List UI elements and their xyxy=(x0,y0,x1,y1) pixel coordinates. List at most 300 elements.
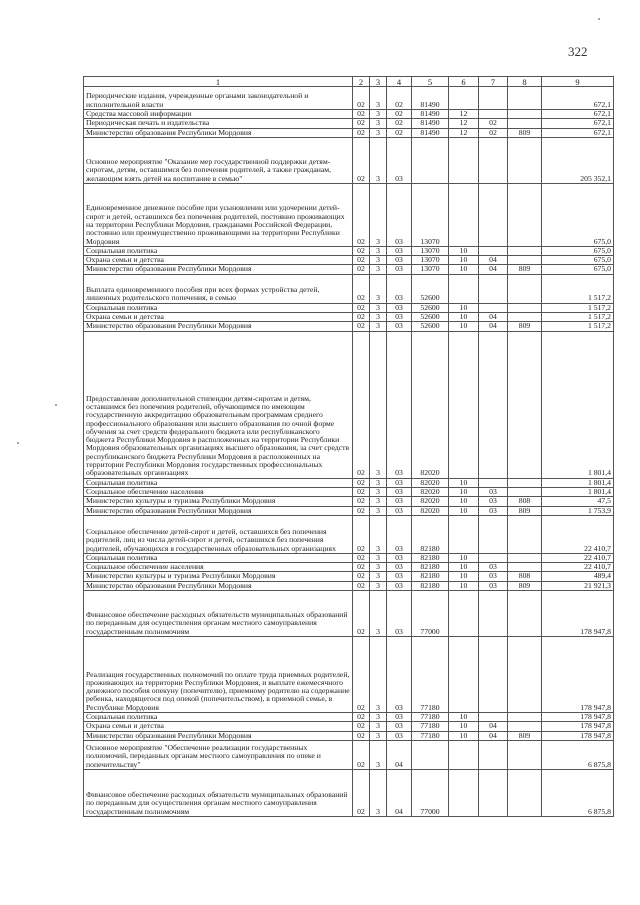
row-code: 10 xyxy=(449,722,479,731)
row-code: 04 xyxy=(387,769,412,816)
row-code: 02 xyxy=(387,87,412,110)
page-number: 322 xyxy=(568,44,588,59)
row-code xyxy=(508,487,542,496)
row-name: Социальная политика xyxy=(84,246,353,255)
row-amount: 1 517,2 xyxy=(542,274,614,303)
row-code xyxy=(449,137,479,183)
row-code xyxy=(449,331,479,478)
row-code: 02 xyxy=(353,246,370,255)
row-code: 03 xyxy=(387,553,412,562)
row-name: Охрана семьи и детства xyxy=(84,313,353,322)
row-code: 3 xyxy=(370,506,387,515)
column-header: 7 xyxy=(479,77,508,87)
row-code: 03 xyxy=(387,246,412,255)
row-code: 03 xyxy=(387,713,412,722)
row-code: 04 xyxy=(479,313,508,322)
row-amount: 178 947,8 xyxy=(542,731,614,740)
row-code: 3 xyxy=(370,183,387,246)
row-name: Социальное обеспечение населения xyxy=(84,563,353,572)
row-code xyxy=(508,331,542,478)
row-code: 02 xyxy=(353,487,370,496)
row-code: 02 xyxy=(353,637,370,713)
row-code: 10 xyxy=(449,572,479,581)
row-amount: 672,1 xyxy=(542,87,614,110)
column-header: 6 xyxy=(449,77,479,87)
row-code: 02 xyxy=(353,722,370,731)
table-row xyxy=(84,563,614,572)
row-code: 03 xyxy=(387,137,412,183)
row-code xyxy=(449,183,479,246)
row-code: 3 xyxy=(370,322,387,331)
row-code: 3 xyxy=(370,563,387,572)
row-code: 3 xyxy=(370,313,387,322)
row-code: 02 xyxy=(353,183,370,246)
row-code: 02 xyxy=(353,731,370,740)
row-code: 02 xyxy=(353,553,370,562)
column-header: 5 xyxy=(412,77,449,87)
row-code xyxy=(508,769,542,816)
row-name: Министерство образования Республики Мордовия xyxy=(84,581,353,590)
row-code: 12 xyxy=(449,128,479,137)
row-code: 13070 xyxy=(412,183,449,246)
row-code: 04 xyxy=(479,265,508,274)
row-code: 10 xyxy=(449,563,479,572)
row-code: 02 xyxy=(353,256,370,265)
row-code xyxy=(479,137,508,183)
row-code: 77000 xyxy=(412,769,449,816)
row-code: 809 xyxy=(508,265,542,274)
row-code: 809 xyxy=(508,322,542,331)
row-code: 10 xyxy=(449,581,479,590)
table-row xyxy=(84,581,614,590)
row-code: 808 xyxy=(508,497,542,506)
row-code: 808 xyxy=(508,572,542,581)
table-row xyxy=(84,128,614,137)
row-code xyxy=(508,119,542,128)
row-name: Финансовое обеспечение расходных обязательств муниципальных образований по переданным для осуществления органам местного самоуправления государственным полномочиям xyxy=(84,591,353,637)
row-code xyxy=(449,515,479,553)
row-code: 02 xyxy=(353,303,370,312)
table-row xyxy=(84,256,614,265)
row-code: 10 xyxy=(449,713,479,722)
row-code: 809 xyxy=(508,506,542,515)
table-row xyxy=(84,572,614,581)
row-code xyxy=(479,110,508,119)
row-code xyxy=(449,769,479,816)
row-amount: 1 517,2 xyxy=(542,313,614,322)
row-amount: 1 517,2 xyxy=(542,303,614,312)
row-code: 13070 xyxy=(412,256,449,265)
scan-speck xyxy=(598,18,600,20)
row-code: 02 xyxy=(387,128,412,137)
table-header-row xyxy=(84,77,614,87)
row-code: 03 xyxy=(479,563,508,572)
row-name: Основное мероприятие "Оказание мер государственной поддержки детям-сиротам, детям, оставшимся без попечения родителей, а также гражданам, желающим взять детей на воспитание в семью" xyxy=(84,137,353,183)
row-code: 3 xyxy=(370,713,387,722)
row-code xyxy=(508,256,542,265)
row-code: 04 xyxy=(479,256,508,265)
row-code: 10 xyxy=(449,506,479,515)
row-code: 10 xyxy=(449,322,479,331)
row-code: 81490 xyxy=(412,110,449,119)
row-code: 02 xyxy=(353,563,370,572)
row-code: 3 xyxy=(370,119,387,128)
row-code: 10 xyxy=(449,246,479,255)
row-code xyxy=(479,331,508,478)
row-code: 02 xyxy=(353,769,370,816)
table-row xyxy=(84,553,614,562)
row-name: Предоставление дополнительной стипендии детям-сиротам и детям, оставшимся без попечения родителей, обучающимся по имеющим государственную аккредитацию образовательным программам среднего профессионального образования или высшего образования по очной форме обучения за счет средств федерального бюджета или республиканского бюджета Республики Мордовия в расположенных на территории Республики Мордовия образовательных организациях высшего образования, за счет средств республиканского бюджета Республики Мордовия в расположенных на территории Республики Мордовия государственных профессиональных образовательных организациях xyxy=(84,331,353,478)
row-code xyxy=(508,722,542,731)
row-code xyxy=(449,87,479,110)
row-code xyxy=(479,246,508,255)
row-code: 03 xyxy=(387,731,412,740)
row-code: 02 xyxy=(353,119,370,128)
scan-speck xyxy=(55,404,57,406)
row-amount: 1 753,9 xyxy=(542,506,614,515)
row-code xyxy=(508,246,542,255)
row-code: 10 xyxy=(449,256,479,265)
row-amount: 672,1 xyxy=(542,128,614,137)
row-code: 02 xyxy=(353,740,370,769)
row-code: 02 xyxy=(353,137,370,183)
row-code: 10 xyxy=(449,313,479,322)
table-row xyxy=(84,731,614,740)
row-code: 3 xyxy=(370,722,387,731)
row-code: 3 xyxy=(370,731,387,740)
row-amount: 6 875,8 xyxy=(542,740,614,769)
row-amount: 178 947,8 xyxy=(542,637,614,713)
column-header: 3 xyxy=(370,77,387,87)
row-amount: 1 801,4 xyxy=(542,487,614,496)
table-row xyxy=(84,322,614,331)
row-code xyxy=(479,515,508,553)
row-code xyxy=(412,740,449,769)
row-code: 82020 xyxy=(412,331,449,478)
row-code: 03 xyxy=(387,183,412,246)
row-amount: 675,0 xyxy=(542,256,614,265)
column-header: 4 xyxy=(387,77,412,87)
row-code xyxy=(508,553,542,562)
row-amount: 675,0 xyxy=(542,246,614,255)
row-amount: 22 410,7 xyxy=(542,553,614,562)
row-code: 52600 xyxy=(412,313,449,322)
row-name: Министерство образования Республики Мордовия xyxy=(84,265,353,274)
row-code: 82180 xyxy=(412,515,449,553)
row-code: 77180 xyxy=(412,713,449,722)
row-code xyxy=(508,478,542,487)
row-name: Основное мероприятие "Обеспечение реализации государственных полномочий, переданных органам местного самоуправления по опеке и попечительству" xyxy=(84,740,353,769)
row-code: 03 xyxy=(387,265,412,274)
table-row xyxy=(84,246,614,255)
row-amount: 178 947,8 xyxy=(542,713,614,722)
row-code xyxy=(479,183,508,246)
row-code: 52600 xyxy=(412,303,449,312)
row-name: Финансовое обеспечение расходных обязательств муниципальных образований по переданным для осуществления органам местного самоуправления государственным полномочиям xyxy=(84,769,353,816)
row-code: 3 xyxy=(370,137,387,183)
row-code: 809 xyxy=(508,581,542,590)
row-amount: 47,5 xyxy=(542,497,614,506)
scan-speck xyxy=(17,442,19,444)
row-name: Единовременное денежное пособие при усыновлении или удочерении детей-сирот и детей, оставшихся без попечения родителей, постоянно проживающих на территории Республики Мордовия, гражданами Российской Федерации, постоянно или преимущественно проживающими на территории Республики Мордовия xyxy=(84,183,353,246)
row-name: Социальное обеспечение населения xyxy=(84,487,353,496)
row-code xyxy=(479,274,508,303)
row-code: 12 xyxy=(449,119,479,128)
table-row xyxy=(84,119,614,128)
row-code xyxy=(479,553,508,562)
row-name: Министерство образования Республики Мордовия xyxy=(84,506,353,515)
row-code: 02 xyxy=(353,331,370,478)
row-code: 3 xyxy=(370,740,387,769)
row-code: 02 xyxy=(353,313,370,322)
row-code: 02 xyxy=(353,591,370,637)
row-name: Министерство образования Республики Мордовия xyxy=(84,322,353,331)
row-code: 03 xyxy=(387,572,412,581)
row-amount: 1 517,2 xyxy=(542,322,614,331)
row-code: 03 xyxy=(479,497,508,506)
row-code: 02 xyxy=(353,322,370,331)
table-row xyxy=(84,713,614,722)
row-name: Социальная политика xyxy=(84,713,353,722)
table-row xyxy=(84,497,614,506)
row-code: 82180 xyxy=(412,572,449,581)
row-code: 02 xyxy=(353,506,370,515)
row-code: 02 xyxy=(353,572,370,581)
row-code: 77180 xyxy=(412,731,449,740)
table-row xyxy=(84,487,614,496)
row-name: Периодические издания, учрежденные органами законодательной и исполнительной власти xyxy=(84,87,353,110)
row-code xyxy=(449,591,479,637)
row-code: 03 xyxy=(387,303,412,312)
row-code xyxy=(508,563,542,572)
table-row xyxy=(84,637,614,713)
row-name: Средства массовой информации xyxy=(84,110,353,119)
row-amount: 6 875,8 xyxy=(542,769,614,816)
table-row xyxy=(84,506,614,515)
row-code: 02 xyxy=(479,119,508,128)
row-code xyxy=(508,274,542,303)
row-name: Выплата единовременного пособия при всех формах устройства детей, лишенных родительского попечения, в семью xyxy=(84,274,353,303)
row-code xyxy=(449,274,479,303)
row-code: 03 xyxy=(479,506,508,515)
row-code xyxy=(479,87,508,110)
row-code: 10 xyxy=(449,553,479,562)
row-code: 03 xyxy=(387,313,412,322)
row-code: 77000 xyxy=(412,591,449,637)
row-code: 81490 xyxy=(412,128,449,137)
row-code: 02 xyxy=(479,128,508,137)
row-code xyxy=(449,637,479,713)
row-code: 02 xyxy=(353,128,370,137)
table-row xyxy=(84,331,614,478)
row-code: 03 xyxy=(387,274,412,303)
row-name: Охрана семьи и детства xyxy=(84,256,353,265)
row-code: 03 xyxy=(479,572,508,581)
row-code: 3 xyxy=(370,246,387,255)
row-code xyxy=(412,137,449,183)
row-name: Социальная политика xyxy=(84,478,353,487)
column-header: 8 xyxy=(508,77,542,87)
row-code xyxy=(508,313,542,322)
row-code: 82180 xyxy=(412,581,449,590)
row-code xyxy=(508,137,542,183)
row-code: 02 xyxy=(353,713,370,722)
row-amount: 1 801,4 xyxy=(542,331,614,478)
row-code: 02 xyxy=(353,515,370,553)
row-code: 3 xyxy=(370,331,387,478)
budget-table xyxy=(83,76,614,817)
row-code: 3 xyxy=(370,478,387,487)
row-code: 03 xyxy=(387,506,412,515)
row-code: 03 xyxy=(387,478,412,487)
table-row xyxy=(84,478,614,487)
row-code: 02 xyxy=(353,274,370,303)
row-name: Периодическая печать и издательства xyxy=(84,119,353,128)
column-header: 2 xyxy=(353,77,370,87)
row-code: 10 xyxy=(449,265,479,274)
row-code: 03 xyxy=(387,581,412,590)
row-code: 3 xyxy=(370,591,387,637)
row-code: 03 xyxy=(387,256,412,265)
row-code: 03 xyxy=(387,487,412,496)
row-code: 3 xyxy=(370,515,387,553)
row-code: 02 xyxy=(353,581,370,590)
row-code xyxy=(479,303,508,312)
row-code: 3 xyxy=(370,256,387,265)
row-amount: 672,1 xyxy=(542,119,614,128)
row-amount: 178 947,8 xyxy=(542,591,614,637)
row-code: 12 xyxy=(449,110,479,119)
row-code: 13070 xyxy=(412,246,449,255)
row-code: 03 xyxy=(387,515,412,553)
row-code: 02 xyxy=(353,87,370,110)
row-code xyxy=(479,637,508,713)
row-code: 82020 xyxy=(412,506,449,515)
row-code xyxy=(508,303,542,312)
row-code xyxy=(479,769,508,816)
row-code: 82020 xyxy=(412,478,449,487)
row-code xyxy=(508,713,542,722)
row-code: 81490 xyxy=(412,119,449,128)
row-code: 04 xyxy=(479,722,508,731)
row-code: 809 xyxy=(508,128,542,137)
column-header: 9 xyxy=(542,77,614,87)
row-amount: 205 352,1 xyxy=(542,137,614,183)
row-amount: 22 410,7 xyxy=(542,515,614,553)
table-row xyxy=(84,274,614,303)
table-row xyxy=(84,591,614,637)
row-code: 03 xyxy=(387,497,412,506)
row-code xyxy=(508,183,542,246)
row-code: 3 xyxy=(370,572,387,581)
row-code: 3 xyxy=(370,265,387,274)
row-name: Охрана семьи и детства xyxy=(84,722,353,731)
row-code: 02 xyxy=(387,110,412,119)
row-code xyxy=(508,515,542,553)
row-code: 3 xyxy=(370,274,387,303)
row-code: 3 xyxy=(370,87,387,110)
row-name: Министерство культуры и туризма Республики Мордовия xyxy=(84,572,353,581)
table-row xyxy=(84,722,614,731)
row-code: 3 xyxy=(370,303,387,312)
table-row xyxy=(84,137,614,183)
row-code: 10 xyxy=(449,497,479,506)
row-code: 82020 xyxy=(412,487,449,496)
row-code: 02 xyxy=(353,497,370,506)
table-row xyxy=(84,313,614,322)
row-name: Социальное обеспечение детей-сирот и детей, оставшихся без попечения родителей, лиц из числа детей-сирот и детей, оставшихся без попечения родителей, обучающихся в государственных образовательных организациях xyxy=(84,515,353,553)
row-code: 82180 xyxy=(412,553,449,562)
row-code: 3 xyxy=(370,487,387,496)
row-code: 04 xyxy=(479,322,508,331)
row-code xyxy=(508,637,542,713)
row-name: Реализация государственных полномочий по оплате труда приемных родителей, проживающих на территории Республики Мордовия, и выплате ежемесячного денежного пособия опекуну (попечителю), приемному родителю на содержание ребенка, находящегося под опекой (попечительством), в приемной семье, в Республике Мордовия xyxy=(84,637,353,713)
row-code xyxy=(479,478,508,487)
row-amount: 675,0 xyxy=(542,265,614,274)
row-code: 03 xyxy=(479,487,508,496)
table-row xyxy=(84,303,614,312)
row-amount: 1 801,4 xyxy=(542,478,614,487)
row-code: 04 xyxy=(479,731,508,740)
row-code: 02 xyxy=(353,110,370,119)
row-code: 02 xyxy=(353,265,370,274)
row-code: 3 xyxy=(370,110,387,119)
column-header: 1 xyxy=(84,77,353,87)
row-code xyxy=(508,740,542,769)
row-amount: 22 410,7 xyxy=(542,563,614,572)
row-code xyxy=(508,591,542,637)
row-code: 3 xyxy=(370,553,387,562)
row-name: Социальная политика xyxy=(84,553,353,562)
table-row xyxy=(84,515,614,553)
row-code: 10 xyxy=(449,487,479,496)
row-amount: 672,1 xyxy=(542,110,614,119)
row-code: 03 xyxy=(387,591,412,637)
row-code: 03 xyxy=(387,722,412,731)
row-code: 02 xyxy=(387,119,412,128)
row-name: Министерство культуры и туризма Республики Мордовия xyxy=(84,497,353,506)
row-code: 3 xyxy=(370,769,387,816)
row-code: 77180 xyxy=(412,722,449,731)
row-code: 3 xyxy=(370,581,387,590)
table-row xyxy=(84,769,614,816)
row-code: 04 xyxy=(387,740,412,769)
row-code xyxy=(508,87,542,110)
row-code: 03 xyxy=(387,322,412,331)
row-code: 13070 xyxy=(412,265,449,274)
row-code xyxy=(479,740,508,769)
row-code: 10 xyxy=(449,731,479,740)
row-name: Министерство образования Республики Мордовия xyxy=(84,731,353,740)
table-row xyxy=(84,183,614,246)
row-code: 809 xyxy=(508,731,542,740)
row-code xyxy=(479,591,508,637)
row-amount: 675,0 xyxy=(542,183,614,246)
row-amount: 489,4 xyxy=(542,572,614,581)
row-code: 3 xyxy=(370,637,387,713)
row-code: 52600 xyxy=(412,322,449,331)
row-code: 82180 xyxy=(412,563,449,572)
row-code: 03 xyxy=(387,331,412,478)
row-code: 52600 xyxy=(412,274,449,303)
row-code: 77180 xyxy=(412,637,449,713)
table-row xyxy=(84,265,614,274)
row-code: 3 xyxy=(370,128,387,137)
row-code: 3 xyxy=(370,497,387,506)
row-code xyxy=(449,740,479,769)
row-code xyxy=(479,713,508,722)
row-code: 03 xyxy=(387,637,412,713)
